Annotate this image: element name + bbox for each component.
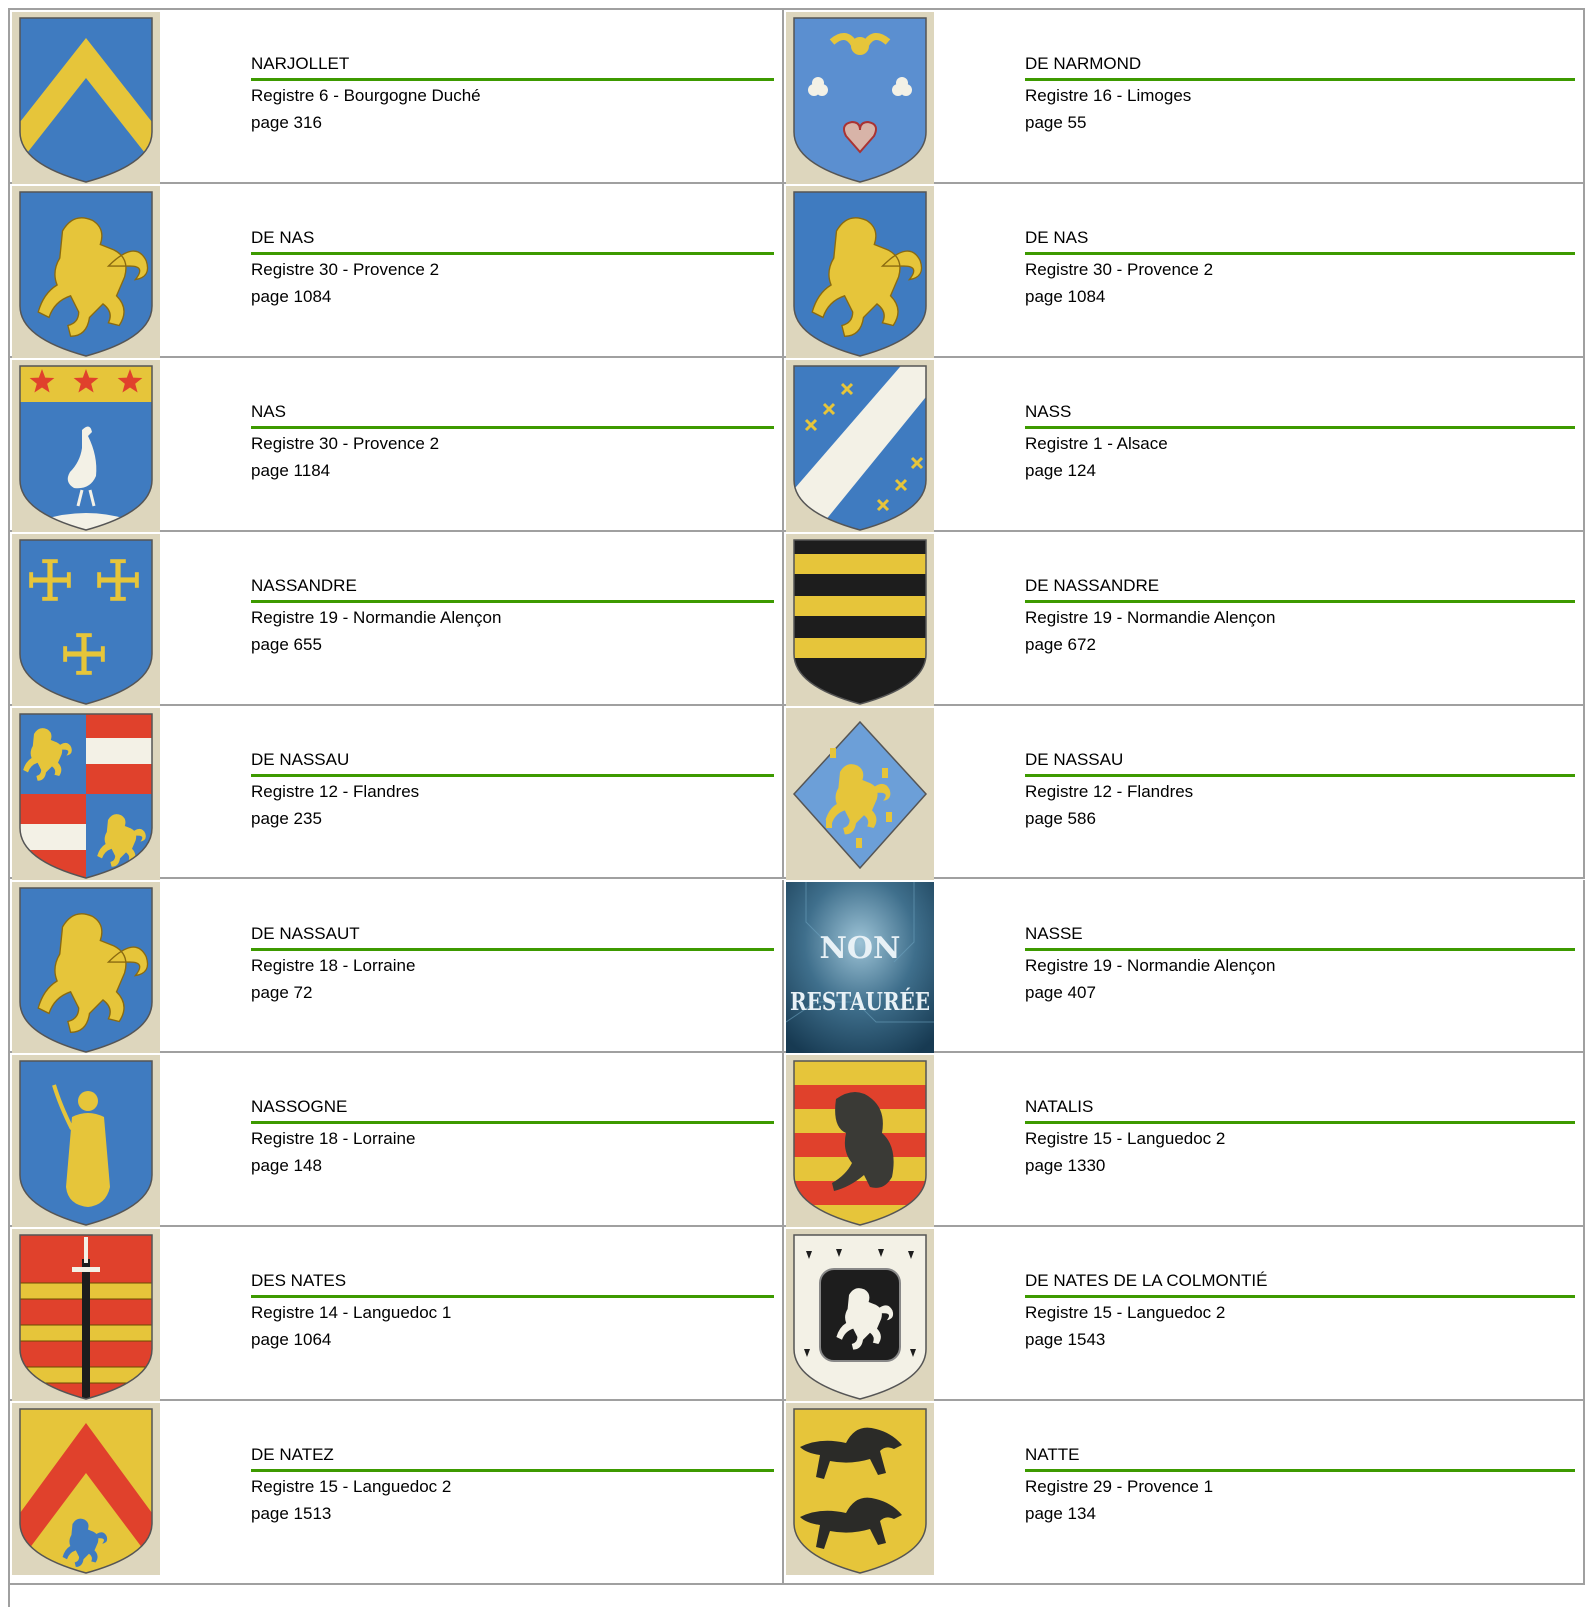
armorial-entry — [784, 184, 1585, 358]
family-name[interactable]: DE NAS — [1025, 228, 1575, 255]
family-name[interactable]: NATALIS — [1025, 1097, 1575, 1124]
coat-of-arms-image[interactable] — [12, 882, 160, 1054]
family-name[interactable]: DE NATEZ — [251, 1445, 774, 1472]
armorial-entry — [784, 1227, 1585, 1401]
coat-of-arms-image[interactable] — [12, 708, 160, 880]
coat-of-arms-image[interactable] — [12, 186, 160, 358]
coat-of-arms-image[interactable] — [12, 360, 160, 532]
registre-label: Registre 18 - Lorraine — [251, 955, 416, 975]
page-number: page 1064 — [251, 1330, 332, 1350]
entry-info — [1025, 1271, 1575, 1350]
registre-label: Registre 6 - Bourgogne Duché — [251, 86, 481, 105]
entry-info — [251, 402, 774, 481]
family-name[interactable]: NAS — [251, 402, 774, 429]
page-number: page 1513 — [251, 1504, 332, 1524]
page-number: page 655 — [251, 634, 322, 654]
registre-label: Registre 19 - Normandie Alençon — [1025, 955, 1276, 975]
family-name[interactable]: NASSOGNE — [251, 1097, 774, 1124]
armorial-entry — [784, 10, 1585, 184]
registre-label: Registre 15 - Languedoc 2 — [1025, 1303, 1226, 1323]
armorial-entry — [784, 1401, 1585, 1585]
family-name[interactable]: DE NASSAU — [1025, 750, 1575, 777]
armorial-entry — [10, 184, 784, 358]
coat-of-arms-image[interactable] — [786, 534, 934, 706]
armorial-entry — [10, 1227, 784, 1401]
family-name[interactable]: NARJOLLET — [251, 54, 774, 81]
coat-of-arms-image[interactable] — [786, 186, 934, 358]
family-name[interactable]: NASS — [1025, 402, 1575, 429]
svg-text:NON: NON — [819, 930, 901, 966]
registre-label: Registre 12 - Flandres — [1025, 781, 1194, 801]
registre-label: Registre 19 - Normandie Alençon — [1025, 607, 1276, 627]
armorial-entry — [10, 358, 784, 532]
family-name[interactable]: DE NASSAU — [251, 750, 774, 777]
entry-info — [1025, 228, 1575, 307]
entry-info — [251, 1271, 774, 1350]
coat-of-arms-image[interactable] — [12, 1229, 160, 1401]
family-name[interactable]: NASSE — [1025, 924, 1575, 951]
entry-info — [1025, 54, 1575, 133]
entry-info — [1025, 750, 1575, 829]
page-number: page 407 — [1025, 982, 1096, 1002]
coat-of-arms-image[interactable] — [786, 360, 934, 532]
registre-label: Registre 16 - Limoges — [1025, 86, 1192, 105]
registre-label: Registre 15 - Languedoc 2 — [251, 1477, 452, 1497]
page-number: page 235 — [251, 808, 322, 828]
armorial-entry — [10, 880, 784, 1054]
entry-info — [1025, 402, 1575, 481]
armorial-entry — [784, 1053, 1585, 1227]
svg-text:RESTAURÉE: RESTAURÉE — [790, 986, 930, 1016]
page-number: page 1543 — [1025, 1330, 1106, 1350]
non-restauree-placeholder-image[interactable] — [786, 882, 934, 1054]
entry-info — [1025, 1097, 1575, 1176]
family-name[interactable]: DE NASSANDRE — [1025, 576, 1575, 603]
entry-info — [251, 228, 774, 307]
page-number: page 672 — [1025, 634, 1096, 654]
armorial-grid — [8, 8, 1585, 1607]
page-number: page 72 — [251, 982, 313, 1002]
entry-info — [1025, 576, 1575, 655]
entry-info — [1025, 924, 1575, 1003]
page-number: page 1084 — [1025, 286, 1106, 306]
family-name[interactable]: DE NARMOND — [1025, 54, 1575, 81]
family-name[interactable]: DE NAS — [251, 228, 774, 255]
coat-of-arms-image[interactable] — [786, 1403, 934, 1575]
armorial-entry — [784, 880, 1585, 1054]
registre-label: Registre 14 - Languedoc 1 — [251, 1303, 452, 1323]
registre-label: Registre 29 - Provence 1 — [1025, 1477, 1214, 1497]
registre-label: Registre 1 - Alsace — [1025, 433, 1168, 453]
page-number: page 586 — [1025, 808, 1096, 828]
registre-label: Registre 30 - Provence 2 — [251, 259, 440, 279]
family-name[interactable]: NATTE — [1025, 1445, 1575, 1472]
armorial-entry — [784, 706, 1585, 880]
page-number: page 148 — [251, 1156, 322, 1176]
coat-of-arms-image[interactable] — [12, 1055, 160, 1227]
coat-of-arms-image[interactable] — [12, 1403, 160, 1575]
armorial-entry — [10, 10, 784, 184]
armorial-entry — [10, 1401, 784, 1585]
armorial-entry — [10, 706, 784, 880]
entry-info — [251, 576, 774, 655]
registre-label: Registre 30 - Provence 2 — [1025, 259, 1214, 279]
coat-of-arms-image[interactable] — [786, 708, 934, 880]
coat-of-arms-image[interactable] — [12, 12, 160, 184]
page-number: page 1084 — [251, 286, 332, 306]
registre-label: Registre 30 - Provence 2 — [251, 433, 440, 453]
registre-label: Registre 18 - Lorraine — [251, 1129, 416, 1149]
family-name[interactable]: DES NATES — [251, 1271, 774, 1298]
coat-of-arms-image[interactable] — [786, 1055, 934, 1227]
page-number: page 316 — [251, 113, 322, 132]
entry-info — [251, 54, 774, 133]
registre-label: Registre 15 - Languedoc 2 — [1025, 1129, 1226, 1149]
registre-label: Registre 12 - Flandres — [251, 781, 420, 801]
family-name[interactable]: DE NASSAUT — [251, 924, 774, 951]
family-name[interactable]: DE NATES DE LA COLMONTIÉ — [1025, 1271, 1575, 1298]
armorial-entry — [784, 532, 1585, 706]
coat-of-arms-image[interactable] — [786, 1229, 934, 1401]
family-name[interactable]: NASSANDRE — [251, 576, 774, 603]
page-number: page 134 — [1025, 1504, 1096, 1524]
registre-label: Registre 19 - Normandie Alençon — [251, 607, 502, 627]
coat-of-arms-image[interactable] — [786, 12, 934, 184]
page-number: page 124 — [1025, 460, 1096, 480]
page-number: page 1330 — [1025, 1156, 1106, 1176]
entry-info — [251, 1445, 774, 1524]
entry-info — [251, 750, 774, 829]
entry-info — [251, 924, 774, 1003]
entry-info — [1025, 1445, 1575, 1524]
armorial-entry — [10, 532, 784, 706]
entry-info — [251, 1097, 774, 1176]
armorial-entry — [10, 1053, 784, 1227]
page-number: page 1184 — [251, 460, 331, 480]
coat-of-arms-image[interactable] — [12, 534, 160, 706]
page-number: page 55 — [1025, 113, 1087, 132]
armorial-entry — [784, 358, 1585, 532]
